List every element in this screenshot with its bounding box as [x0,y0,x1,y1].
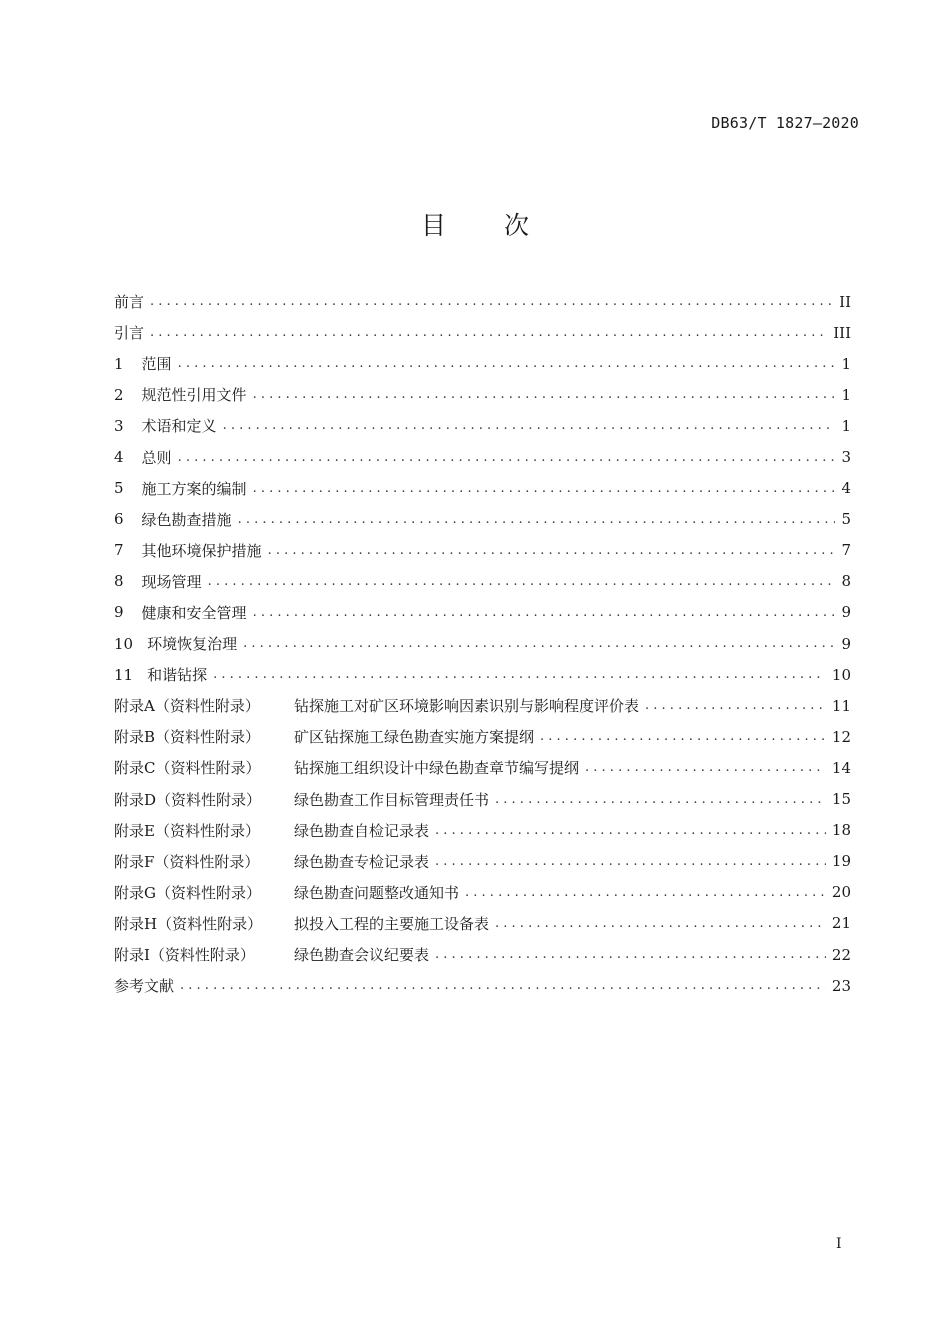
toc-entry-title: 范围 [141,355,172,374]
toc-entry-number: 9 [114,603,124,622]
toc-entry-title: 绿色勘查自检记录表 [294,821,430,840]
toc-entry-number: 附录E（资料性附录） [114,821,260,840]
toc-entry-number: 1 [114,354,124,373]
dot-leader [540,729,826,744]
toc-entry-page: 23 [831,976,851,995]
toc-entry-title: 健康和安全管理 [141,603,247,622]
dot-leader [435,823,826,838]
dot-leader [253,481,836,496]
toc-entry-number: 附录I（资料性附录） [114,946,255,965]
toc-entry-page: 8 [841,572,851,591]
toc-entry[interactable] [114,752,851,783]
toc-entry[interactable] [114,535,851,566]
dot-leader [243,636,835,651]
toc-entry-number: 11 [114,665,134,684]
toc-entry-title: 规范性引用文件 [141,386,247,405]
toc-entry-number: 附录A（资料性附录） [114,697,260,716]
dot-leader [150,325,827,340]
toc-entry-title: 绿色勘查问题整改通知书 [294,883,460,902]
toc-entry-number: 4 [114,448,124,467]
toc-entry-title: 总则 [141,448,172,467]
dot-leader [213,667,826,682]
toc-entry[interactable] [114,784,851,815]
page-number: I [836,1236,842,1252]
toc-entry[interactable] [114,939,851,970]
toc-entry-number: 附录C（资料性附录） [114,759,261,778]
toc-entry-title: 现场管理 [141,572,202,591]
toc-entry-title: 其他环境保护措施 [141,541,262,560]
dot-leader [178,356,836,371]
toc-entry-title: 绿色勘查措施 [141,510,232,529]
toc-entry[interactable] [114,815,851,846]
toc-entry-page: 9 [841,634,851,653]
toc-entry-title: 拟投入工程的主要施工设备表 [294,914,490,933]
toc-entry[interactable] [114,566,851,597]
dot-leader [435,854,826,869]
toc-entry[interactable] [114,690,851,721]
toc-entry-number: 10 [114,634,134,653]
toc-entry[interactable] [114,286,851,317]
toc-entry[interactable] [114,877,851,908]
toc-entry[interactable] [114,317,851,348]
toc-entry[interactable] [114,504,851,535]
toc-entry[interactable] [114,473,851,504]
dot-leader [645,698,826,713]
dot-leader [495,792,826,807]
toc-entry-title: 和谐钻探 [147,666,208,685]
toc-entry-page: 10 [831,665,851,684]
toc-entry[interactable] [114,597,851,628]
toc-entry-number: 附录F（资料性附录） [114,852,260,871]
toc-entry-title: 参考文献 [114,977,175,996]
toc-entry-page: III [833,323,851,342]
dot-leader [208,574,836,589]
toc-entry-title: 施工方案的编制 [141,479,247,498]
dot-leader [180,978,826,993]
document-number: DB63/T 1827—2020 [711,114,859,132]
toc-entry-title: 前言 [114,293,145,312]
toc-entry-page: 9 [841,603,851,622]
toc-entry-page: 7 [841,541,851,560]
toc-entry[interactable] [114,441,851,472]
toc-entry-title: 绿色勘查会议纪要表 [294,946,430,965]
toc-entry-page: 21 [831,914,851,933]
toc-entry-title: 钻探施工对矿区环境影响因素识别与影响程度评价表 [294,697,640,716]
dot-leader [223,418,836,433]
toc-entry-title: 绿色勘查专检记录表 [294,852,430,871]
toc-entry-number: 8 [114,572,124,591]
dot-leader [238,512,836,527]
toc-entry-title: 钻探施工组织设计中绿色勘查章节编写提纲 [294,759,580,778]
toc-entry-page: 1 [841,416,851,435]
toc-entry-title: 术语和定义 [141,417,217,436]
toc-entry-page: 1 [841,385,851,404]
toc-entry[interactable] [114,410,851,441]
toc-entry-number: 附录H（资料性附录） [114,914,263,933]
toc-entry-page: 12 [831,727,851,746]
toc-entry[interactable] [114,379,851,410]
toc-entry[interactable] [114,628,851,659]
toc-entry[interactable] [114,348,851,379]
toc-entry-page: 5 [841,510,851,529]
toc-entry[interactable] [114,970,851,1001]
toc-entry-page: 22 [831,945,851,964]
toc-entry-page: 3 [841,448,851,467]
toc-entry[interactable] [114,908,851,939]
dot-leader [253,387,836,402]
toc-entry-number: 附录D（资料性附录） [114,790,262,809]
toc-entry-number: 2 [114,385,124,404]
toc-entry-page: 18 [831,821,851,840]
dot-leader [435,947,826,962]
dot-leader [268,543,836,558]
dot-leader [150,294,833,309]
toc-entry-title: 引言 [114,324,145,343]
toc-entry-number: 6 [114,510,124,529]
dot-leader [495,916,826,931]
dot-leader [178,450,836,465]
toc-entry-title: 矿区钻探施工绿色勘查实施方案提纲 [294,728,535,747]
toc-entry[interactable] [114,659,851,690]
page-title: 目 次 [421,211,529,240]
toc-entry-title: 环境恢复治理 [147,635,238,654]
toc-entry-page: 11 [831,696,851,715]
toc-entry-page: 20 [831,883,851,902]
toc-entry[interactable] [114,721,851,752]
toc-entry-page: II [839,292,851,311]
toc-entry-title: 绿色勘查工作目标管理责任书 [294,790,490,809]
toc-entry-number: 7 [114,541,124,560]
dot-leader [585,760,826,775]
dot-leader [465,885,826,900]
dot-leader [253,605,836,620]
toc-entry-number: 3 [114,416,124,435]
toc-entry[interactable] [114,846,851,877]
toc-entry-page: 1 [841,354,851,373]
toc-entry-number: 附录B（资料性附录） [114,728,261,747]
toc-entry-page: 4 [841,479,851,498]
toc-entry-number: 附录G（资料性附录） [114,883,261,902]
toc-entry-page: 19 [831,852,851,871]
table-of-contents [114,286,851,1001]
toc-entry-number: 5 [114,479,124,498]
toc-entry-page: 14 [831,758,851,777]
toc-entry-page: 15 [831,790,851,809]
